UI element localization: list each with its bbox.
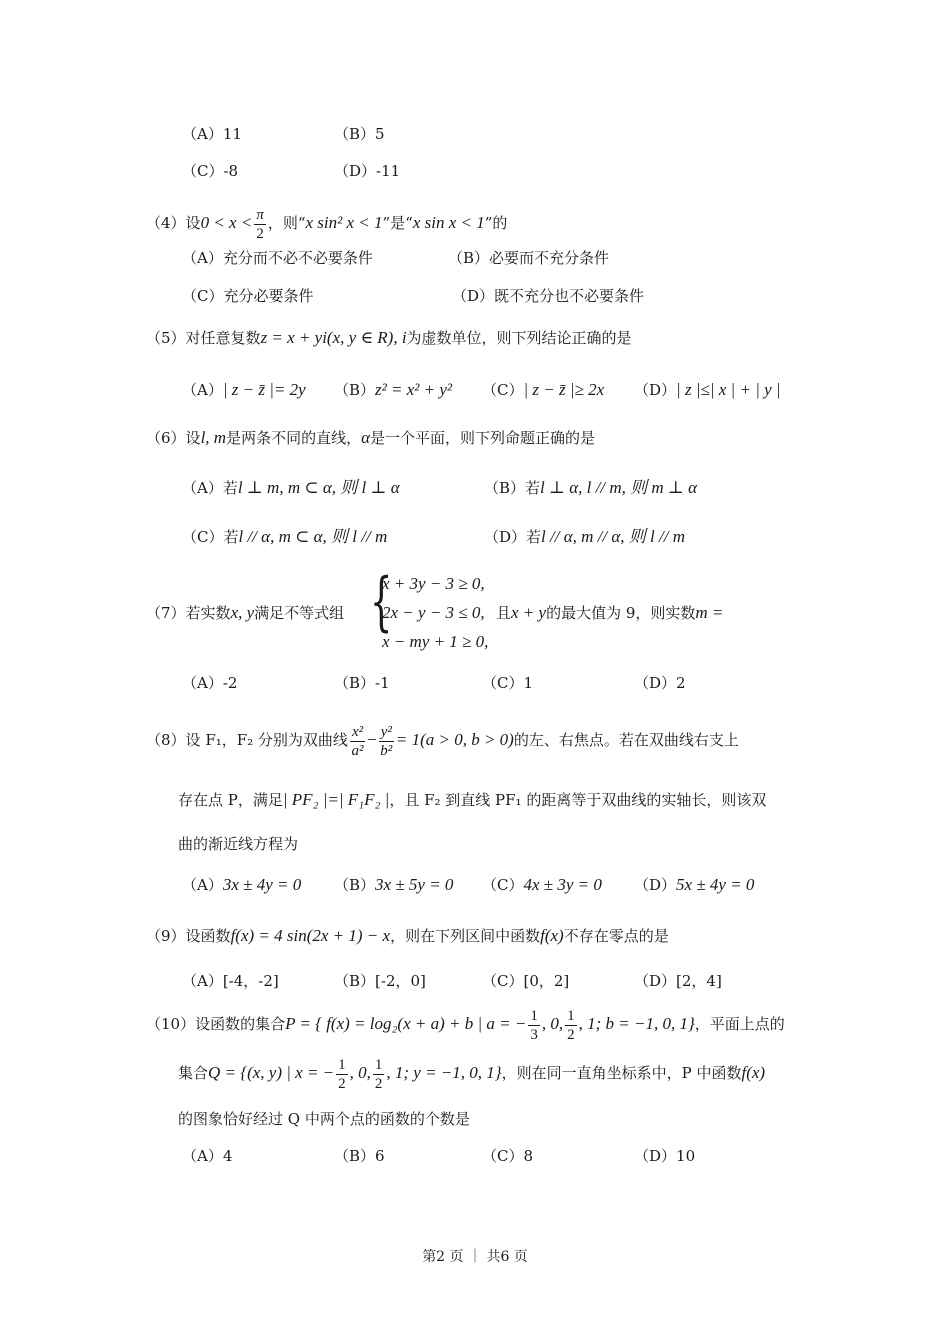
q4-fraction: [254, 206, 266, 243]
q8-frac-y-den: b²: [380, 742, 393, 759]
q8-condition: = 1(a > 0, b > 0): [395, 730, 514, 749]
q5-option-c: [482, 380, 604, 400]
q10-frac-half-den: 2: [567, 1026, 575, 1043]
q6-d-label: （D）若: [484, 528, 542, 546]
q8-b-label: （B）: [334, 876, 376, 894]
q8-b-expr: 3x ± 5y = 0: [375, 875, 454, 894]
q3-option-b: （B）5: [334, 125, 385, 143]
q4-option-c: （C）充分必要条件: [182, 287, 314, 305]
q8-option-c: [482, 875, 602, 895]
q7-system-line1: x + 3y − 3 ≥ 0,: [382, 574, 485, 593]
q5-expr: z = x + yi(x, y ∈ R), i: [260, 328, 407, 347]
q8-frac-x-den: a²: [351, 742, 364, 759]
q5-d-label: （D）: [634, 381, 677, 399]
q7-text1: 若实数: [185, 604, 231, 622]
q4-expr1: x sin² x < 1: [305, 213, 383, 232]
q9-option-a: （A）[-4，-2]: [182, 972, 279, 990]
q10-expr2b: , 0,: [349, 1063, 371, 1082]
q6-b-expr: l ⊥ α, l // m, 则 m ⊥ α: [540, 478, 698, 497]
q9-expr: f(x) = 4 sin(2x + 1) − x: [230, 926, 391, 945]
q10-expr1c: , 1; b = −1, 0, 1}: [578, 1014, 695, 1033]
q9-fx: f(x): [540, 926, 564, 945]
q5-option-b: [334, 380, 452, 400]
q8-frac-y-num: y²: [380, 723, 392, 740]
q5-b-label: （B）: [334, 381, 376, 399]
q4-number: （4）: [146, 214, 186, 232]
q8-c-label: （C）: [482, 876, 524, 894]
q7-system-line2: 2x − y − 3 ≤ 0,: [382, 603, 485, 622]
q8-line2a: 存在点 P，满足: [178, 791, 283, 809]
q10-frac-q1: [336, 1056, 348, 1093]
q7-system-line3: x − my + 1 ≥ 0,: [382, 632, 489, 651]
q8-number: （8）: [146, 731, 186, 749]
q5-text1: 对任意复数: [185, 329, 261, 347]
q10-expr1b: , 0,: [541, 1014, 564, 1033]
q10-line2b: ，则在同一直角坐标系中，P 中函数: [501, 1064, 742, 1082]
q8-d-label: （D）: [634, 876, 677, 894]
q5-c-label: （C）: [482, 381, 524, 399]
q7-stem-right: [496, 603, 723, 623]
q7-var-m: m =: [695, 603, 724, 622]
q9-text2: ，则在下列区间中函数: [390, 927, 541, 945]
q10-option-a: （A）4: [182, 1147, 233, 1165]
q5-option-a: [182, 380, 306, 400]
q6-b-label: （B）若: [484, 479, 541, 497]
q5-option-d: [634, 380, 781, 400]
q7-text4: 的最大值为 9，则实数: [546, 604, 696, 622]
q6-option-b: [484, 478, 697, 498]
q5-a-label: （A）: [182, 381, 223, 399]
q5-number: （5）: [146, 329, 186, 347]
q6-alpha: α: [361, 428, 371, 447]
q4-option-d: （D）既不充分也不必要条件: [452, 287, 645, 305]
q9-stem: [146, 926, 669, 946]
q6-number: （6）: [146, 429, 186, 447]
q10-frac-third: [528, 1007, 540, 1044]
q10-option-c: （C）8: [482, 1147, 534, 1165]
q3-option-a: （A）11: [182, 125, 242, 143]
q5-d-expr: | z |≤| x | + | y |: [676, 380, 781, 399]
page-footer: 第2 页 ｜ 共6 页: [422, 1249, 528, 1265]
q10-stem-line1: [146, 1003, 785, 1045]
q8-frac-y: [379, 723, 394, 760]
q4-mid1: ，则“: [267, 214, 306, 232]
q7-option-a: （A）-2: [182, 674, 238, 692]
q5-text2: 为虚数单位，则下列结论正确的是: [406, 329, 632, 347]
q3-option-d: （D）-11: [334, 162, 401, 180]
q7-number: （7）: [146, 604, 186, 622]
q10-frac-half-num: 1: [567, 1007, 575, 1024]
q8-line2-expr: | PF₂ |=| F₁F₂ |: [282, 790, 390, 809]
q8-option-a: [182, 875, 301, 895]
q8-line2b: ，且 F₂ 到直线 PF₁ 的距离等于双曲线的实轴长，则该双: [389, 791, 767, 809]
q6-pre: 设: [185, 429, 201, 447]
q4-stem: [146, 203, 507, 243]
q4-frac-num: π: [256, 206, 264, 223]
q6-stem: [146, 428, 595, 448]
q5-b-expr: z² = x² + y²: [375, 380, 452, 399]
q10-frac-q1-num: 1: [338, 1056, 346, 1073]
q8-a-expr: 3x ± 4y = 0: [222, 875, 302, 894]
q6-a-label: （A）若: [182, 479, 238, 497]
q10-stem-line2: [178, 1052, 765, 1094]
q3-option-c: （C）-8: [182, 162, 239, 180]
q6-c-label: （C）若: [182, 528, 239, 546]
q7-brace: {: [370, 565, 393, 639]
q4-inequality: 0 < x <: [200, 213, 253, 232]
q4-option-b: （B）必要而不充分条件: [448, 249, 610, 267]
q8-a-label: （A）: [182, 876, 223, 894]
q7-text2: 满足不等式组: [254, 604, 345, 622]
q8-stem-line1: [146, 719, 739, 761]
q8-c-expr: 4x ± 3y = 0: [523, 875, 602, 894]
q10-fx: f(x): [741, 1063, 766, 1082]
q10-text1: 设函数的集合: [195, 1015, 286, 1033]
q10-expr1a: P = { f(x) = log₂(x + a) + b | a = −: [285, 1014, 527, 1033]
q6-option-a: [182, 478, 400, 498]
q10-frac-q2-den: 2: [374, 1075, 383, 1092]
q9-number: （9）: [146, 927, 186, 945]
q7-text3: 且: [496, 604, 512, 622]
q8-frac-x-num: x²: [351, 723, 364, 740]
q4-expr2: x sin x < 1: [412, 213, 485, 232]
q6-c-expr: l // α, m ⊂ α, 则 l // m: [238, 527, 388, 546]
q10-line2a: 集合: [178, 1064, 209, 1082]
q6-text1: 是两条不同的直线，: [226, 429, 362, 447]
q10-expr2a: Q = {(x, y) | x = −: [208, 1063, 335, 1082]
q10-text2: ，平面上点的: [694, 1015, 785, 1033]
q10-option-d: （D）10: [634, 1147, 696, 1165]
q4-post: ”的: [484, 214, 508, 232]
q7-option-b: （B）-1: [334, 674, 390, 692]
q7-option-c: （C）1: [482, 674, 534, 692]
q10-frac-third-num: 1: [530, 1007, 538, 1024]
q10-number: （10）: [146, 1015, 196, 1033]
q5-c-expr: | z − z̄ |≥ 2x: [523, 380, 605, 399]
q9-option-d: （D）[2，4]: [634, 972, 722, 990]
q10-frac-q2: [373, 1056, 385, 1093]
q10-frac-half: [565, 1007, 577, 1044]
q5-stem: [146, 328, 632, 348]
q8-stem-line3: 曲的渐近线方程为: [178, 835, 299, 853]
q7-stem-left: [146, 603, 344, 623]
q7-expr: x + y: [511, 603, 547, 622]
q7-vars: x, y: [230, 603, 255, 622]
q8-text2: 的左、右焦点。若在双曲线右支上: [513, 731, 739, 749]
q9-option-c: （C）[0，2]: [482, 972, 570, 990]
q10-frac-third-den: 3: [530, 1026, 538, 1043]
q6-text2: 是一个平面，则下列命题正确的是: [370, 429, 596, 447]
q8-option-b: [334, 875, 453, 895]
q8-text1: 设 F₁，F₂ 分别为双曲线: [185, 731, 348, 749]
q8-d-expr: 5x ± 4y = 0: [676, 875, 755, 894]
q6-d-expr: l // α, m // α, 则 l // m: [541, 527, 685, 546]
q10-option-b: （B）6: [334, 1147, 385, 1165]
q6-a-expr: l ⊥ m, m ⊂ α, 则 l ⊥ α: [237, 478, 400, 497]
q9-text3: 不存在零点的是: [563, 927, 669, 945]
q10-frac-q2-num: 1: [374, 1056, 383, 1073]
q5-a-expr: | z − z̄ |= 2y: [222, 380, 306, 399]
q10-frac-q1-den: 2: [338, 1075, 346, 1092]
q10-stem-line3: 的图象恰好经过 Q 中两个点的函数的个数是: [178, 1110, 470, 1128]
q8-stem-line2: [178, 790, 766, 810]
q8-frac-x: [350, 723, 365, 760]
q9-text1: 设函数: [185, 927, 231, 945]
q7-option-d: （D）2: [634, 674, 686, 692]
q4-option-a: （A）充分而不必不必要条件: [182, 249, 373, 267]
q6-vars: l, m: [200, 428, 227, 447]
q8-option-d: [634, 875, 754, 895]
q8-minus: −: [367, 730, 377, 749]
q4-frac-den: 2: [256, 225, 264, 242]
q4-mid2: ”是“: [382, 214, 413, 232]
q9-option-b: （B）[-2，0]: [334, 972, 426, 990]
q6-option-c: [182, 527, 387, 547]
q10-expr2c: , 1; y = −1, 0, 1}: [386, 1063, 502, 1082]
q6-option-d: [484, 527, 685, 547]
q4-pre: 设: [185, 214, 201, 232]
